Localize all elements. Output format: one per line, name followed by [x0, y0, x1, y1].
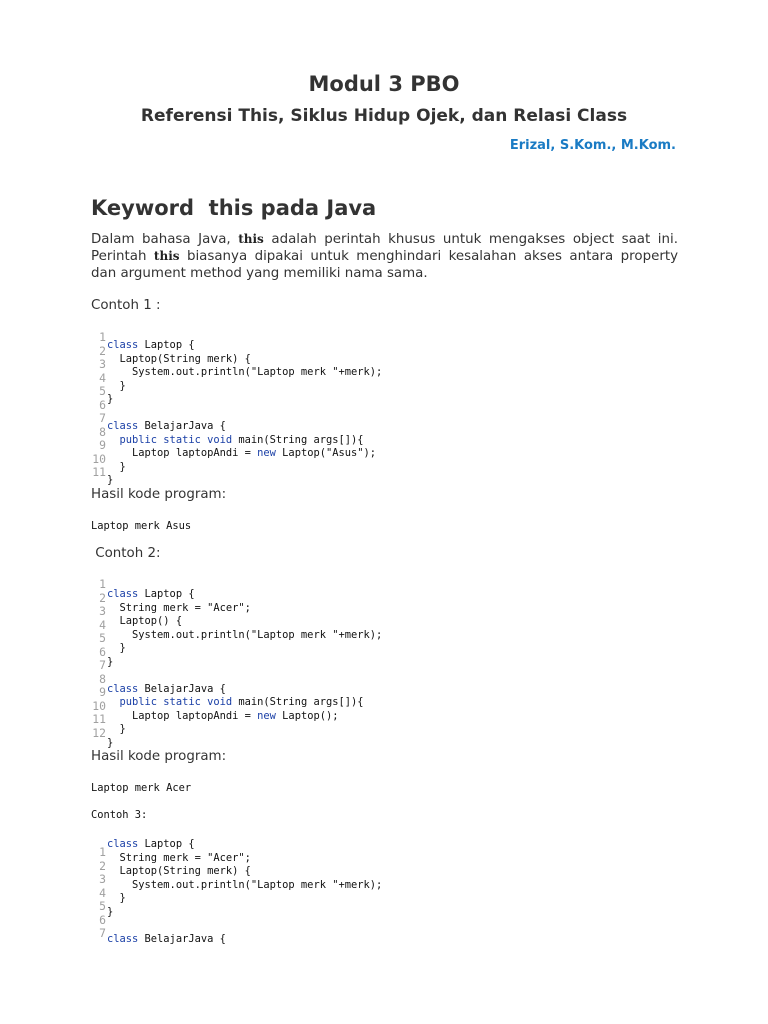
code-text: Laptop() { — [107, 615, 183, 627]
line-number: 3 — [99, 604, 106, 618]
code-text: } — [107, 379, 126, 392]
line-number: 11 — [92, 712, 106, 726]
code-text: Laptop(); — [275, 709, 339, 722]
code-text: Laptop { — [138, 588, 195, 600]
code-line — [107, 852, 382, 866]
example-2-line-numbers — [90, 578, 106, 740]
code-line — [107, 602, 382, 616]
line-number: 10 — [92, 698, 106, 713]
code-text: } — [107, 460, 126, 473]
example-2-code-block — [107, 588, 382, 750]
code-text: Laptop(String merk) { — [107, 865, 251, 877]
example-3-line-numbers — [90, 846, 106, 941]
line-number: 3 — [99, 357, 106, 371]
code-text: } — [107, 723, 126, 735]
line-number: 5 — [99, 899, 106, 913]
line-number: 6 — [99, 912, 106, 927]
line-number: 7 — [99, 658, 106, 672]
line-number: 3 — [99, 872, 106, 886]
code-text: System.out.println("Laptop merk "+merk); — [107, 878, 383, 891]
line-number: 10 — [92, 451, 106, 466]
example-2-result-label: Hasil kode program: — [91, 749, 227, 764]
code-line — [107, 629, 382, 643]
line-number: 1 — [99, 577, 106, 591]
code-keyword: public static void — [119, 433, 233, 446]
code-line — [107, 353, 382, 367]
example-1-line-numbers — [90, 331, 106, 480]
code-line — [107, 588, 382, 602]
line-number: 6 — [99, 644, 106, 659]
code-text: Laptop("Asus"); — [275, 447, 377, 459]
code-keyword: new — [257, 709, 276, 722]
code-text — [107, 434, 120, 446]
code-line — [107, 892, 382, 906]
code-line — [107, 865, 382, 879]
line-number: 4 — [99, 885, 106, 900]
section-heading: Keyword this pada Java — [91, 196, 377, 220]
code-line — [107, 656, 382, 670]
line-number: 11 — [92, 465, 106, 479]
author-name: Erizal, S.Kom., M.Kom. — [509, 138, 676, 153]
line-number: 7 — [99, 411, 106, 425]
line-number: 5 — [99, 631, 106, 645]
code-keyword: class — [107, 682, 139, 695]
line-number: 6 — [99, 397, 106, 412]
code-line — [107, 933, 382, 947]
code-text — [107, 696, 120, 708]
line-number: 2 — [99, 858, 106, 873]
code-line — [107, 434, 382, 448]
line-number: 5 — [99, 384, 106, 398]
code-keyword: class — [107, 420, 139, 432]
code-line — [107, 407, 382, 421]
line-number: 4 — [99, 370, 106, 385]
example-3-code-block — [107, 838, 382, 946]
code-line — [107, 906, 382, 920]
code-line — [107, 339, 382, 353]
code-keyword: class — [107, 588, 139, 600]
code-text: Laptop { — [138, 339, 195, 351]
line-number: 2 — [99, 590, 106, 605]
code-keyword: class — [107, 838, 139, 850]
code-line — [107, 737, 382, 751]
example-2-label: Contoh 2: — [91, 546, 161, 561]
code-line — [107, 474, 382, 488]
code-text: } — [107, 393, 114, 405]
line-number: 4 — [99, 617, 106, 632]
intro-paragraph — [91, 231, 678, 282]
code-line — [107, 683, 382, 697]
code-text: Laptop { — [138, 838, 195, 850]
code-text: Laptop(String merk) { — [107, 352, 251, 365]
code-text: String merk = "Acer"; — [107, 601, 251, 614]
code-line — [107, 696, 382, 710]
code-text: main(String args[]){ — [232, 696, 364, 708]
example-1-code-block — [107, 339, 382, 488]
line-number: 7 — [99, 926, 106, 940]
code-text: Laptop laptopAndi = — [107, 709, 258, 722]
line-number: 1 — [99, 330, 106, 344]
code-line — [107, 447, 382, 461]
code-text: } — [107, 474, 114, 486]
code-text: Laptop laptopAndi = — [107, 447, 258, 459]
code-text: System.out.println("Laptop merk "+merk); — [107, 366, 383, 378]
line-number: 9 — [99, 685, 106, 699]
para-text-3: biasanya dipakai untuk menghindari kesalahan akses antara property dan argument method yang memiliki nama sama. — [91, 249, 678, 281]
code-text: BelajarJava { — [138, 932, 226, 945]
line-number: 12 — [92, 725, 106, 740]
para-keyword-this-1: this — [238, 232, 264, 246]
code-line — [107, 380, 382, 394]
code-line — [107, 393, 382, 407]
code-keyword: public static void — [119, 696, 233, 708]
code-line — [107, 919, 382, 933]
code-line — [107, 615, 382, 629]
code-text: } — [107, 905, 114, 918]
code-line — [107, 838, 382, 852]
document-title: Modul 3 PBO — [308, 72, 460, 96]
code-text: System.out.println("Laptop merk "+merk); — [107, 628, 383, 641]
example-2-output: Laptop merk Acer — [91, 782, 192, 794]
code-line — [107, 366, 382, 380]
line-number: 1 — [99, 845, 106, 859]
line-number: 8 — [99, 671, 106, 686]
code-text: String merk = "Acer"; — [107, 851, 251, 864]
code-line — [107, 642, 382, 656]
example-3-label: Contoh 3: — [91, 809, 148, 821]
line-number: 9 — [99, 438, 106, 452]
para-text-2: adalah perintah khusus untuk mengakses object saat ini. Perintah — [91, 232, 678, 264]
code-text: } — [107, 655, 114, 668]
para-keyword-this-2: this — [153, 249, 180, 263]
code-keyword: class — [107, 932, 139, 945]
example-1-result-label: Hasil kode program: — [91, 487, 227, 502]
document-subtitle: Referensi This, Siklus Hidup Ojek, dan Relasi Class — [140, 106, 628, 126]
para-text-1: Dalam bahasa Java, — [91, 232, 239, 247]
code-line — [107, 710, 382, 724]
code-text: } — [107, 892, 126, 904]
code-line — [107, 723, 382, 737]
code-text: BelajarJava { — [138, 682, 226, 695]
code-line — [107, 879, 382, 893]
code-text: } — [107, 736, 114, 749]
code-text: BelajarJava { — [138, 420, 226, 432]
line-number: 8 — [99, 424, 106, 439]
line-number: 2 — [99, 343, 106, 358]
example-1-output: Laptop merk Asus — [91, 520, 192, 532]
code-keyword: new — [257, 447, 276, 459]
code-line — [107, 669, 382, 683]
code-keyword: class — [107, 339, 139, 351]
code-line — [107, 420, 382, 434]
code-text: } — [107, 642, 126, 654]
code-line — [107, 461, 382, 475]
example-1-label: Contoh 1 : — [91, 298, 161, 313]
code-text: main(String args[]){ — [232, 433, 364, 446]
